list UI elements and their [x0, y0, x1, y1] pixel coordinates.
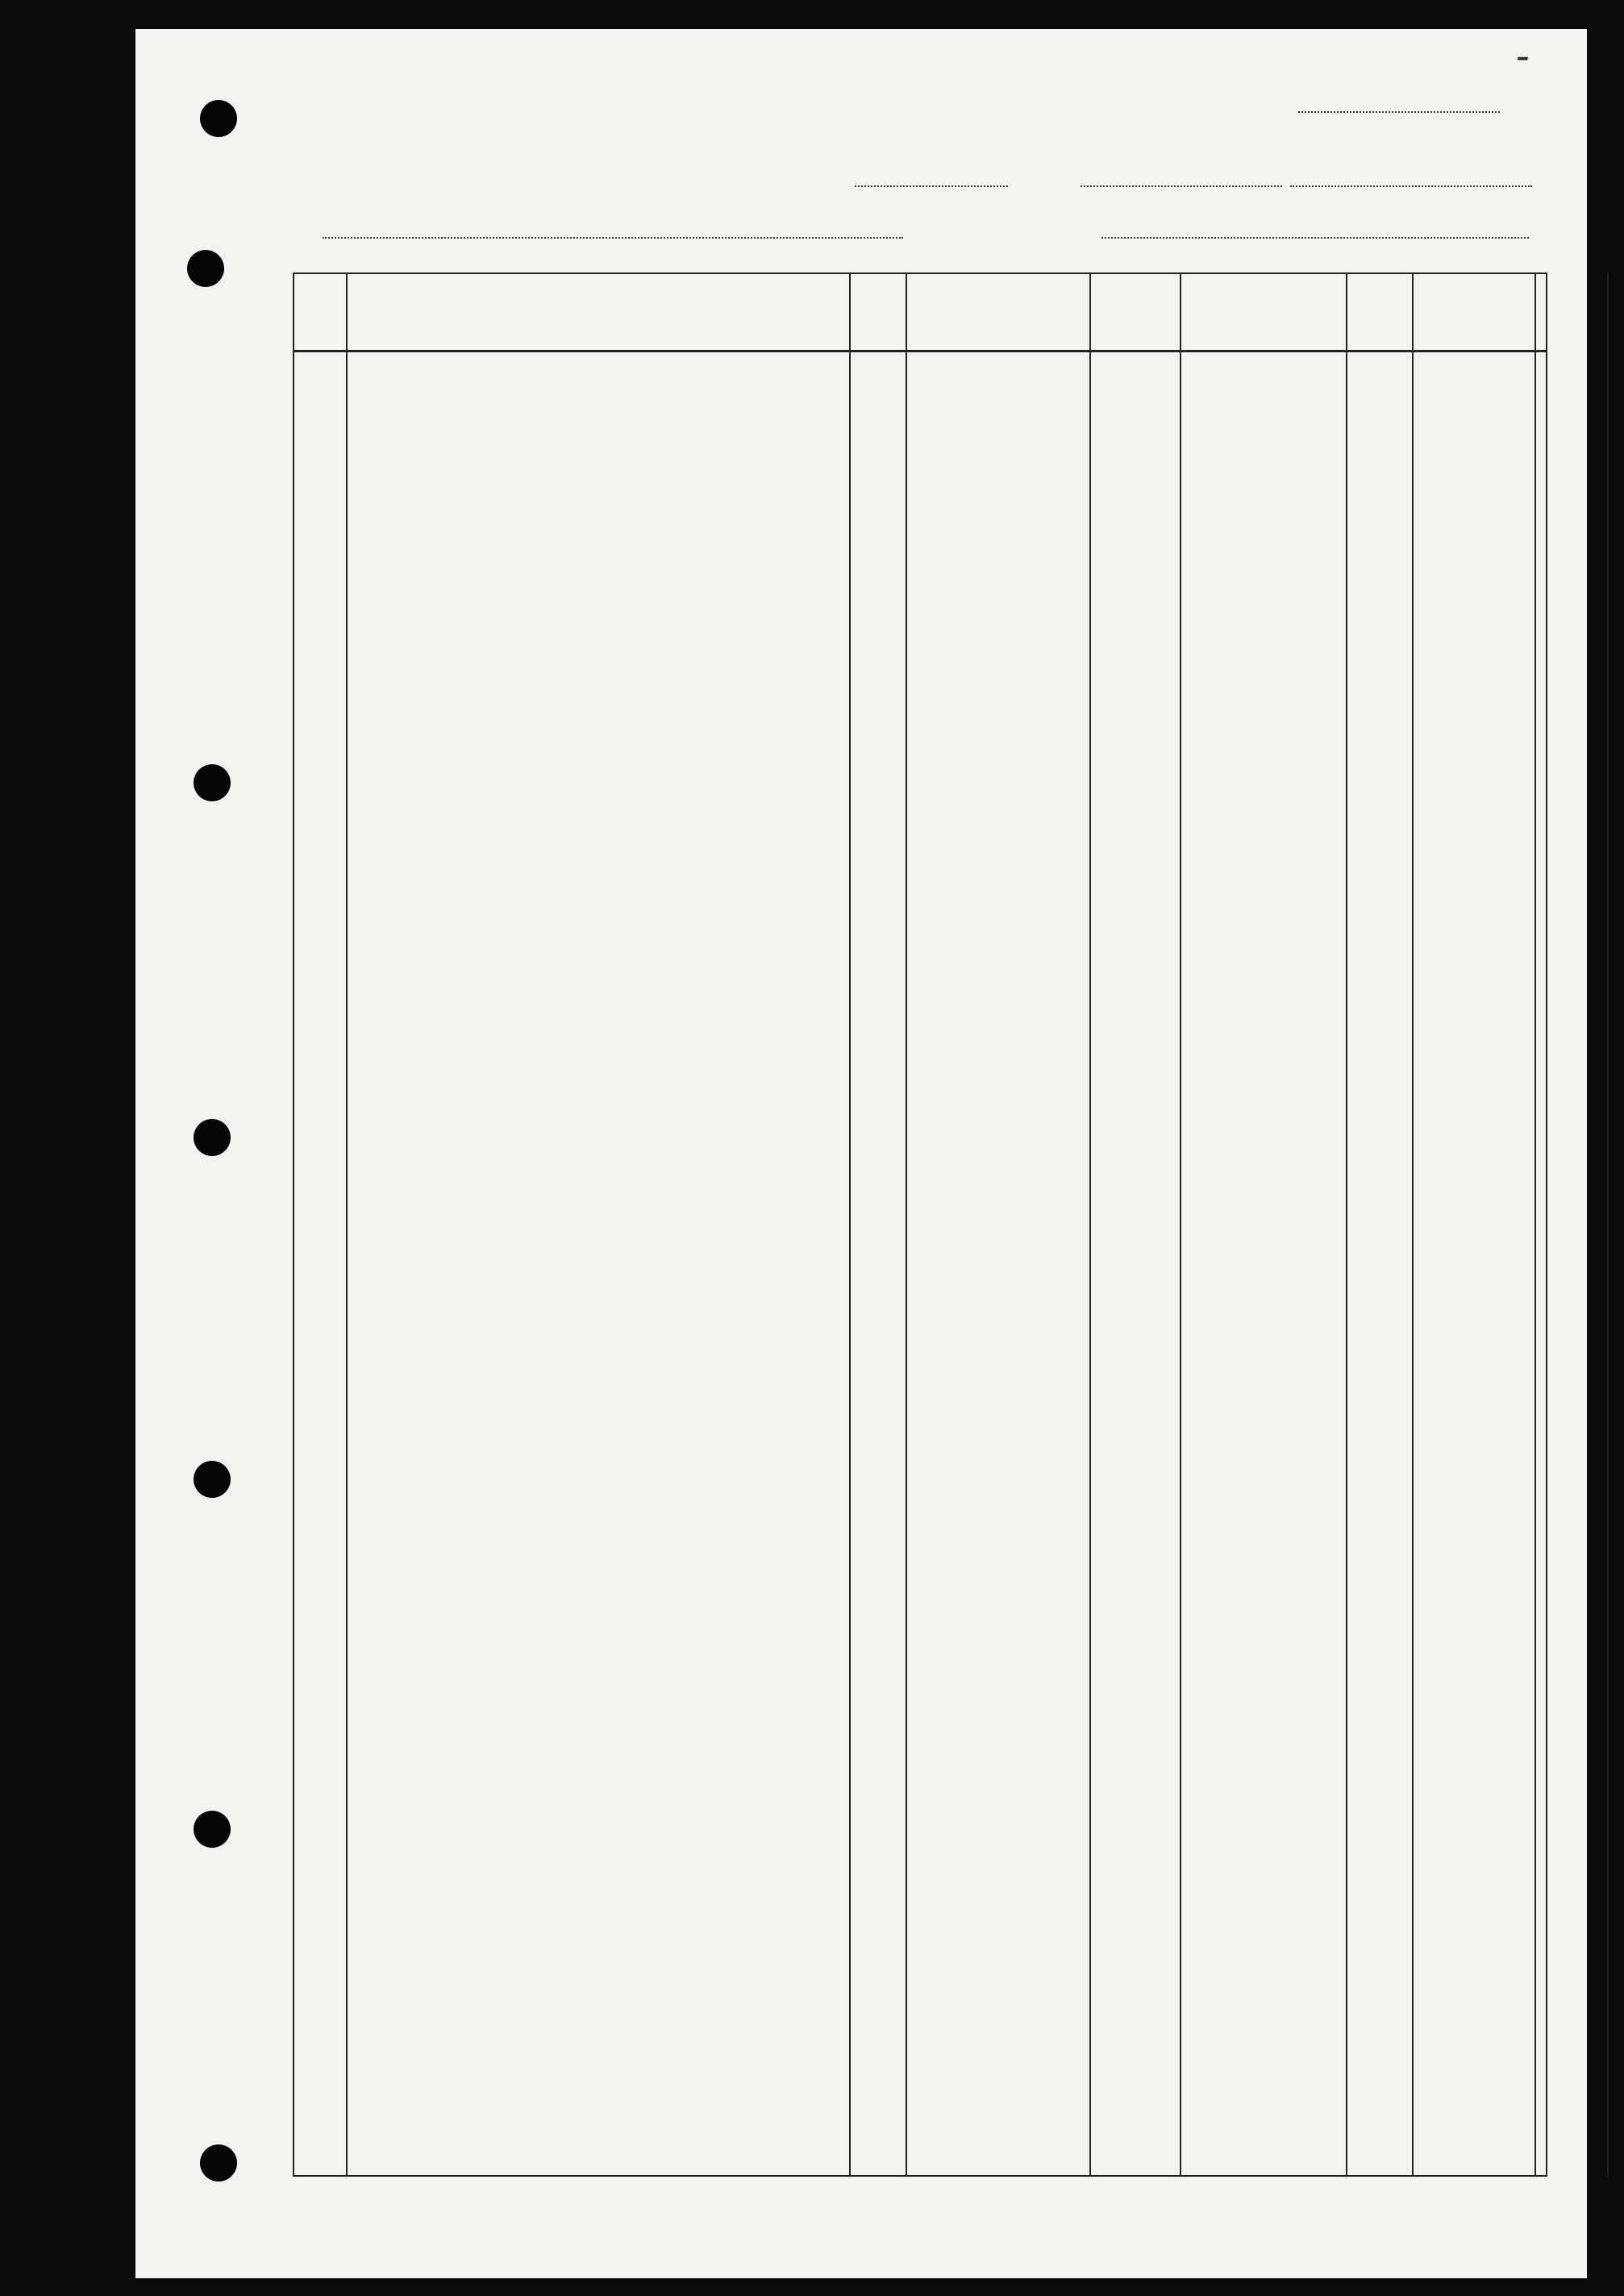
- punch-hole: [194, 1461, 231, 1498]
- class-line: [855, 185, 1008, 187]
- manifest-tick-mark: -: [1516, 32, 1530, 79]
- punch-hole: [187, 250, 224, 287]
- date-line: [1290, 185, 1532, 187]
- manifest-table: [293, 272, 1547, 2177]
- punch-hole: [200, 100, 237, 137]
- from-line: [1081, 185, 1282, 187]
- port-line: [1101, 237, 1529, 239]
- punch-hole: [200, 2144, 237, 2182]
- punch-hole: [194, 1119, 231, 1156]
- punch-hole: [194, 1811, 231, 1848]
- manifest-no-line: [1298, 111, 1500, 113]
- vessel-line: [323, 237, 903, 239]
- punch-hole: [194, 764, 231, 801]
